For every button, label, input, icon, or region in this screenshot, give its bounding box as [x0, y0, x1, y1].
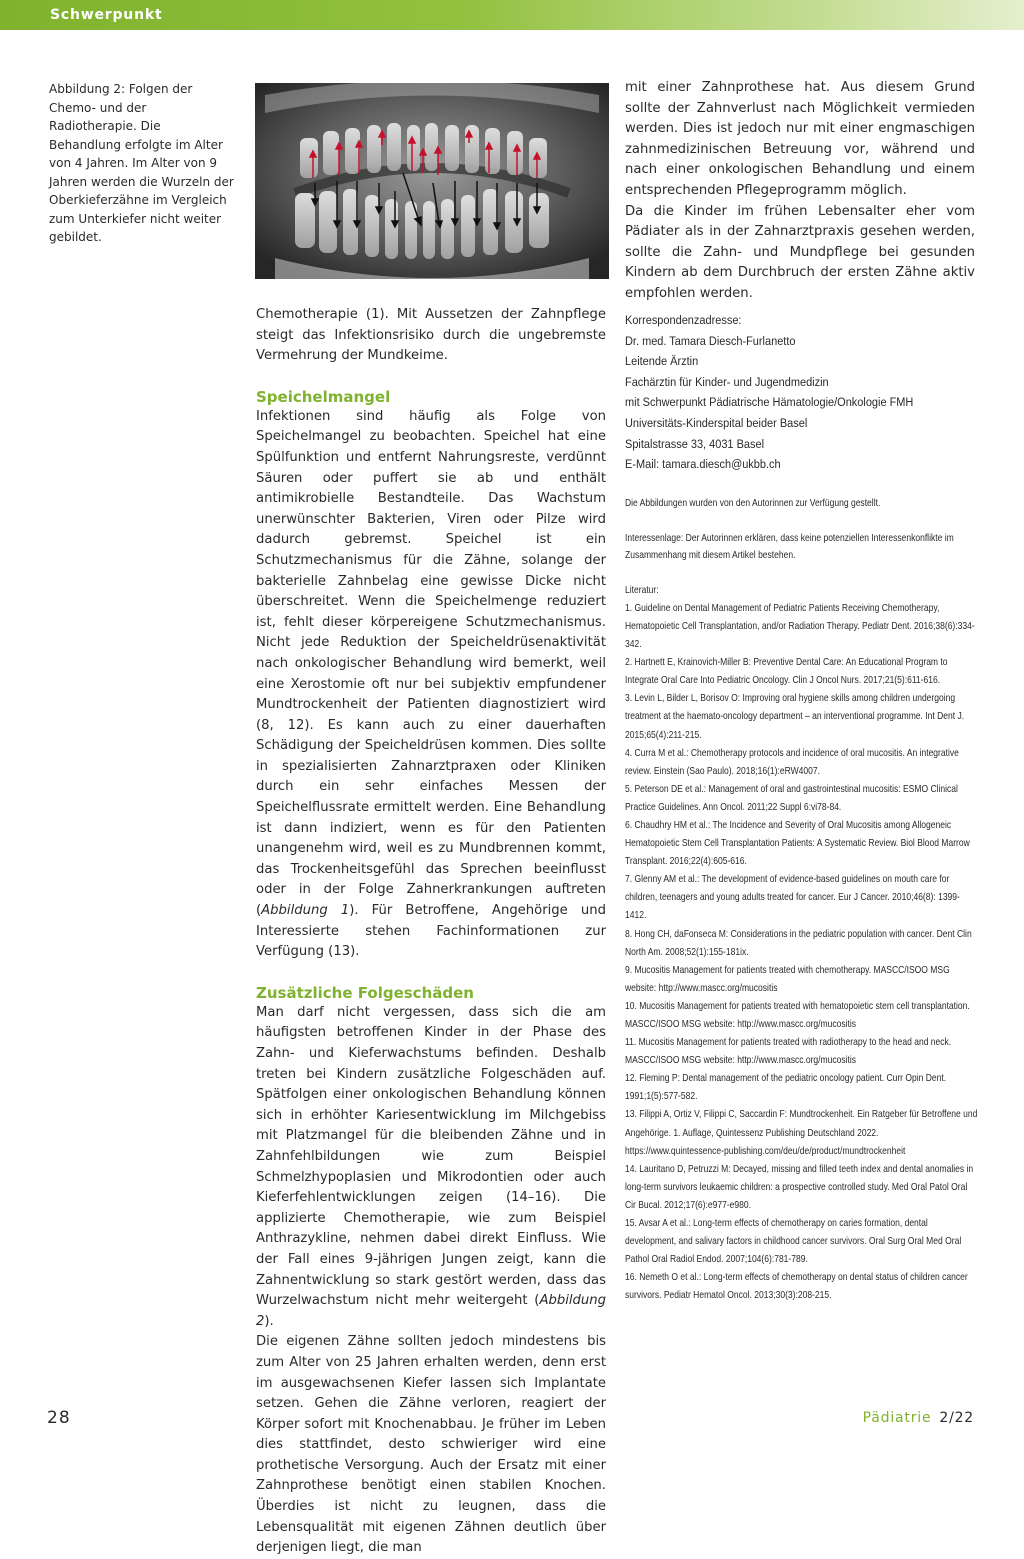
correspondence-label: Korrespondenzadresse:: [625, 313, 742, 327]
email-line: E-Mail: tamara.diesch@ukbb.ch: [625, 457, 781, 472]
page-number: 28: [47, 1408, 71, 1428]
correspondence-address: [625, 310, 976, 475]
paragraph: mit einer Zahnprothese hat. Aus diesem Grund sollte der Zahnverlust nach Möglichkeit vermieden werden. Dies ist jedoch nur mit einer engmaschigen zahnmedizinischen Betreuung vor, während und nach einer onkologischen Behandlung und einem entsprechenden Pflegeprogramm möglich.: [625, 80, 975, 198]
reference-item: 15. Avsar A et al.: Long-term effects of chemotherapy on caries formation, dental development, and salivary factors in childhood cancer survivors. Oral Surg Oral Med Oral Pathol Oral Radiol Endod. 2007;104(6):781-789.: [625, 1218, 962, 1266]
journal-name: Pädiatrie: [862, 1410, 932, 1426]
address-line: Universitäts-Kinderspital beider Basel: [625, 415, 808, 430]
figure-reference: Abbildung 2: [256, 1293, 606, 1329]
header-bar: [0, 0, 1024, 30]
literature-label: Literatur:: [625, 584, 659, 596]
paragraph: Man darf nicht vergessen, dass sich die am häufigsten betroffenen Kinder in der Phase des Zahn- und Kieferwachstums befinden. Deshalb treten bei Kindern zusätzliche Folgeschäden auf. Spätfolgen einer onkologischen Behandlung können sich in erhöhter Kariesentwicklung im Milchgebiss mit Platzmangel für die bleibenden Zähne und in Zahnfehlbildungen wie zum Beispiel Schmelzhypoplasien und Mikrodontien oder auch Kieferfehlentwicklungen zeigen (14–16). Die applizierte Chemotherapie, wie zum Beispiel Anthrazykline, nehmen dabei direkt Einfluss. Wie der Fall eines 9-jährigen Jungen zeigt, kann die Zahnentwicklung so stark gestört werden, dass das Wurzelwachstum nicht mehr weitergeht (Abbildung 2).: [256, 1004, 606, 1329]
issue-number: 2/22: [939, 1410, 974, 1426]
address-line: Leitende Ärztin: [625, 354, 699, 369]
right-column-notes: [625, 310, 978, 1306]
address-line: mit Schwerpunkt Pädiatrische Hämatologie/Onkologie FMH: [625, 395, 914, 410]
address-line: Fachärztin für Kinder- und Jugendmedizin: [625, 374, 829, 389]
reference-item: 1. Guideline on Dental Management of Pediatric Patients Receiving Chemotherapy, Hematopoietic Cell Transplantation, and/or Radiation Therapy. Pediatr Dent. 2016;38(6):334-342.: [625, 602, 975, 651]
reference-item: 14. Lauritano D, Petruzzi M: Decayed, missing and filled teeth index and dental anomalies in long-term survivors leukaemic children: a prospective controlled study. Med Oral Patol Oral Cir Bucal. 2012;17(6):e977-e980.: [625, 1163, 974, 1211]
paragraph: Chemotherapie (1). Mit Aussetzen der Zahnpflege steigt das Infektionsrisiko durch die ungebremste Vermehrung der Mundkeime.: [256, 307, 606, 364]
reference-item: 5. Peterson DE et al.: Management of oral and gastrointestinal mucositis: ESMO Clinical Practice Guidelines. Ann Oncol. 2011;22 Suppl 6:vi78-84.: [625, 783, 958, 813]
reference-item: 11. Mucositis Management for patients treated with radiotherapy to the head and neck. MASCC/ISOO MSG website: http://www.mascc.org/mucositis: [625, 1037, 952, 1067]
address-line: Dr. med. Tamara Diesch-Furlanetto: [625, 333, 796, 348]
paragraph: Da die Kinder im frühen Lebensalter eher vom Pädiater als in der Zahnarztpraxis gesehen werden, sollte die Zahn- und Mundpflege bei gesunden Kindern ab dem Durchbruch der ersten Zähne aktiv empfohlen werden.: [625, 203, 975, 301]
paragraph: Die eigenen Zähne sollten jedoch mindestens bis zum Alter von 25 Jahren erhalten werden, denn erst im ausgewachsenen Kiefer lassen sich Implantate setzen. Gehen die Zähne verloren, reagiert der Körper sofort mit Knochenabbau. Je früher im Leben dies stattfindet, desto schwieriger wird eine prothetische Versorgung. Auch der Ersatz mit einer Zahnprothese benötigt einen stabilen Knochen. Überdies ist nicht zu leugnen, dass die Lebensqualität mit eigenen Zähnen deutlich über derjenigen liegt, die man: [256, 1334, 606, 1556]
right-column-continuation: [625, 78, 975, 305]
middle-column: [256, 305, 606, 1559]
reference-item: 10. Mucositis Management for patients treated with hematopoietic stem cell transplantation. MASCC/ISOO MSG website: http://www.mascc.org/mucositis: [625, 1000, 970, 1030]
journal-footer: [863, 1410, 974, 1426]
reference-item: 9. Mucositis Management for patients treated with chemotherapy. MASCC/ISOO MSG website: http://www.mascc.org/mucositis: [625, 964, 950, 994]
literature-list: [625, 582, 978, 1306]
reference-item: 13. Filippi A, Ortiz V, Filippi C, Saccardin F: Mundtrockenheit. Ein Ratgeber für Betroffene und Angehörige. 1. Auflage, Quintessenz Publishing Deutschland 2022. https://www.quintessence-publishing.com/deu/de/product/mundtrockenheit: [625, 1109, 978, 1157]
xray-image: [255, 83, 609, 279]
section-title: Schwerpunkt: [50, 7, 163, 23]
reference-item: 12. Fleming P: Dental management of the pediatric oncology patient. Curr Opin Dent. 1991;1(5):577-582.: [625, 1073, 947, 1103]
reference-item: 3. Levin L, Bilder L, Borisov O: Improving oral hygiene skills among children undergoing treatment at the haemato-oncology department – an interventional programme. Int Dent J. 2015;65(4):211-215.: [625, 693, 965, 741]
reference-item: 8. Hong CH, daFonseca M: Considerations in the pediatric population with cancer. Dent Clin North Am. 2008;52(1):155-181ix.: [625, 928, 972, 958]
section-heading: Zusätzliche Folgeschäden: [256, 983, 474, 1002]
reference-item: 2. Hartnett E, Krainovich-Miller B: Preventive Dental Care: An Educational Program to Integrate Oral Care Into Pediatric Oncology. Clin J Oncol Nurs. 2017;21(5):611-616.: [625, 657, 948, 687]
panoramic-xray-graphic: [255, 83, 609, 279]
paragraph: Infektionen sind häufig als Folge von Speichelmangel zu beobachten. Speichel hat eine Spülfunktion und entfernt Nahrungsreste, verdünnt Säuren oder puffert sie ab und enthält antimikrobielle Bestandteile. Das Wachstum unerwünschter Bakterien, Viren oder Pilze wird dadurch gebremst. Speichel ist ein Schutzmechanismus für die Zähne, solange der bakterielle Zahnbelag eine gewisse Dicke nicht überschreitet. Wenn die Speichelmenge reduziert ist, fehlt dieser körpereigene Schutzmechanismus. Nicht jede Reduktion der Speicheldrüsenaktivität nach onkologischer Behandlung wird bemerkt, weil eine Xerostomie oft nur bei subjektiv empfundener Mundtrockenheit der Patienten diagnostiziert wird (8, 12). Es kann auch zu einer dauerhaften Schädigung der Speicheldrüsen kommen. Dies sollte in spezialisierten Zahnarztpraxen oder Kliniken durch ein sehr einfaches Messen der Speichelflussrate ermittelt werden. Eine Behandlung ist dann indiziert, wenn es für den Patienten unangenehm wird, weil es zu Mundbrennen kommt, das Trockenheitsgefühl das Sprechen beeinflusst oder in der Folge Zahnerkrankungen auftreten (Abbildung 1). Für Betroffene, Angehörige und Interessierte stehen Fachinformationen zur Verfügung (13).: [256, 408, 606, 960]
reference-item: 16. Nemeth O et al.: Long-term effects of chemotherapy on dental status of children cancer survivors. Pediatr Hematol Oncol. 2013;30(3):208-215.: [625, 1272, 968, 1302]
figure-reference: Abbildung 1: [261, 903, 350, 919]
reference-item: 7. Glenny AM et al.: The development of evidence-based guidelines on mouth care for children, teenagers and young adults treated for cancer. Eur J Cancer. 2010;46(8): 1399-1412.: [625, 874, 960, 922]
section-heading: Speichelmangel: [256, 387, 391, 406]
figure-caption: Abbildung 2: Folgen der Chemo- und der Radiotherapie. Die Behandlung erfolgte im Alter von 4 Jahren. Im Alter von 9 Jahren werden die Wurzeln der Oberkieferzähne im Vergleich zum Unterkiefer nicht weiter gebildet.: [49, 82, 234, 244]
image-credit-note: Die Abbildungen wurden von den Autorinnen zur Verfügung gestellt.: [625, 497, 881, 509]
reference-item: 4. Curra M et al.: Chemotherapy protocols and incidence of oral mucositis. An integrative review. Einstein (Sao Paulo). 2018;16(1):eRW4007.: [625, 747, 959, 777]
reference-item: 6. Chaudhry HM et al.: The Incidence and Severity of Oral Mucositis among Allogeneic Hematopoietic Stem Cell Transplantation Patients: A Systematic Review. Biol Blood Marrow Transplant. 2016;22(4):605-616.: [625, 819, 970, 868]
conflict-of-interest-note: Interessenlage: Der Autorinnen erklären, dass keine potenziellen Interessenkonflikte im Zusammenhang mit diesem Artikel bestehen.: [625, 532, 954, 561]
address-line: Spitalstrasse 33, 4031 Basel: [625, 436, 765, 451]
